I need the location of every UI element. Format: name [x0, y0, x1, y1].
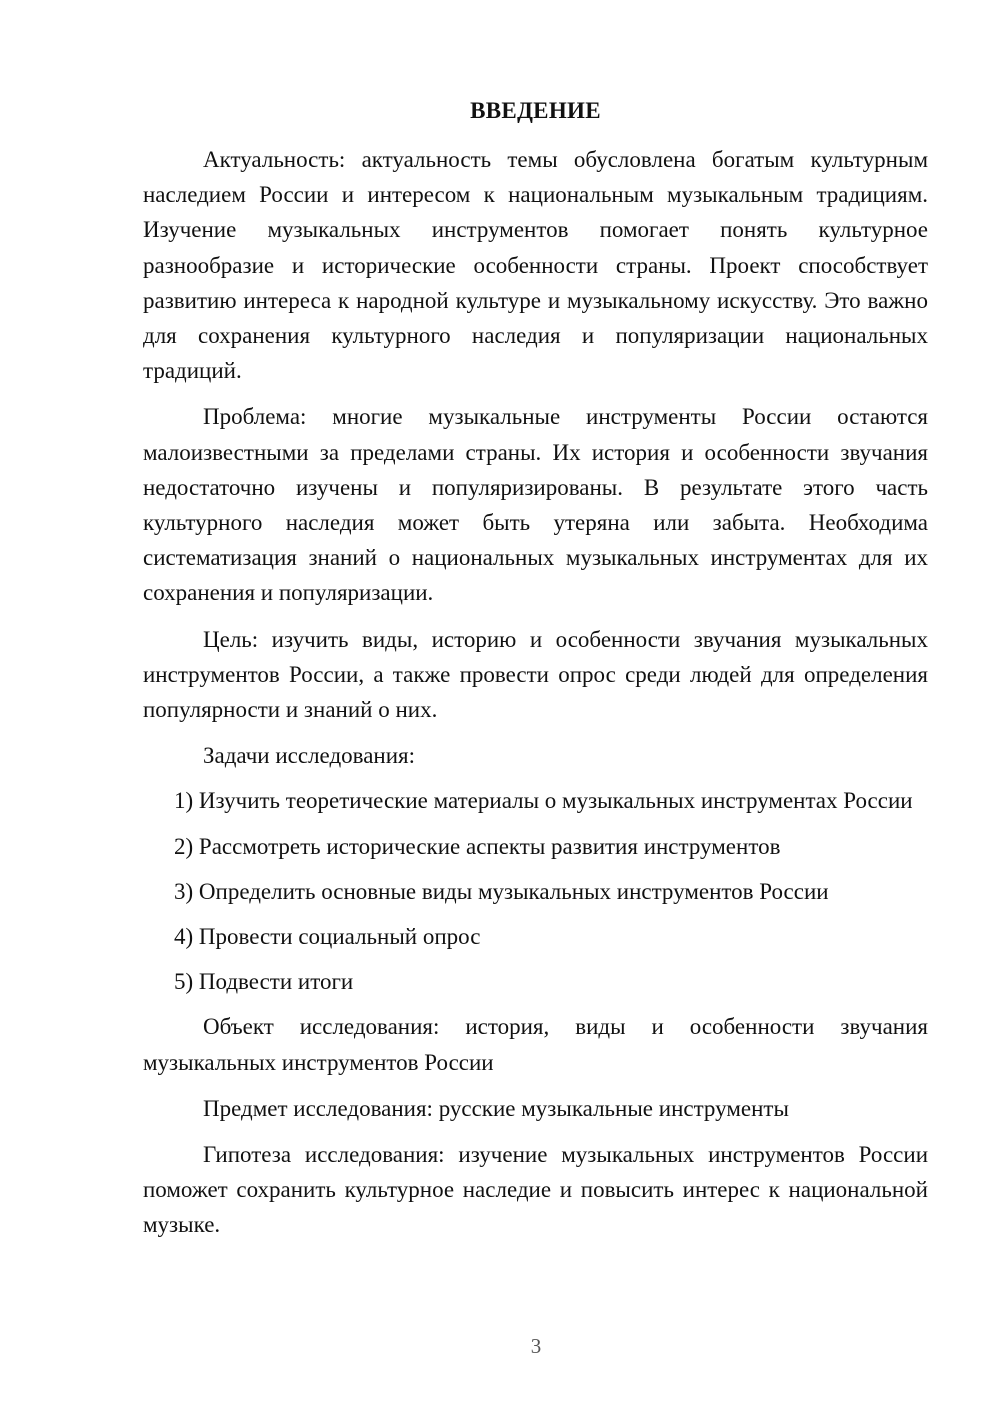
object-paragraph: Объект исследования: история, виды и особенности звучания музыкальных инструментов России	[143, 1014, 928, 1075]
tasks-list	[143, 783, 928, 999]
task-item-2: 2) Рассмотреть исторические аспекты развития инструментов	[174, 833, 781, 859]
goal-paragraph: Цель: изучить виды, историю и особенности звучания музыкальных инструментов России, а также провести опрос среди людей для определения популярности и знаний о них.	[143, 626, 928, 723]
task-item-1: 1) Изучить теоретические материалы о музыкальных инструментах России	[174, 788, 913, 814]
problem-paragraph: Проблема: многие музыкальные инструменты России остаются малоизвестными за пределами страны. Их история и особенности звучания недостаточно изучены и популяризированы. В результате этого часть культурного наследия может быть утеряна или забыта. Необходима систематизация знаний о национальных музыкальных инструментах для их сохранения и популяризации.	[143, 404, 928, 606]
relevance-paragraph: Актуальность: актуальность темы обусловлена богатым культурным наследием России и интересом к национальным музыкальным традициям. Изучение музыкальных инструментов помогает понять культурное разнообразие и исторические особенности страны. Проект способствует развитию интереса к народной культуре и музыкальному искусству. Это важно для сохранения культурного наследия и популяризации национальных традиций.	[143, 147, 928, 384]
subject-paragraph: Предмет исследования: русские музыкальные инструменты	[203, 1095, 789, 1121]
task-item-4: 4) Провести социальный опрос	[174, 924, 481, 950]
page-number: 3	[530, 1334, 542, 1358]
page-content	[143, 93, 928, 1243]
hypothesis-paragraph: Гипотеза исследования: изучение музыкальных инструментов России поможет сохранить культурное наследие и повысить интерес к национальной музыке.	[143, 1142, 928, 1238]
task-item-5: 5) Подвести итоги	[174, 969, 354, 995]
task-item-3: 3) Определить основные виды музыкальных инструментов России	[174, 878, 829, 904]
tasks-heading: Задачи исследования:	[203, 743, 416, 769]
section-title: ВВЕДЕНИЕ	[470, 98, 601, 123]
